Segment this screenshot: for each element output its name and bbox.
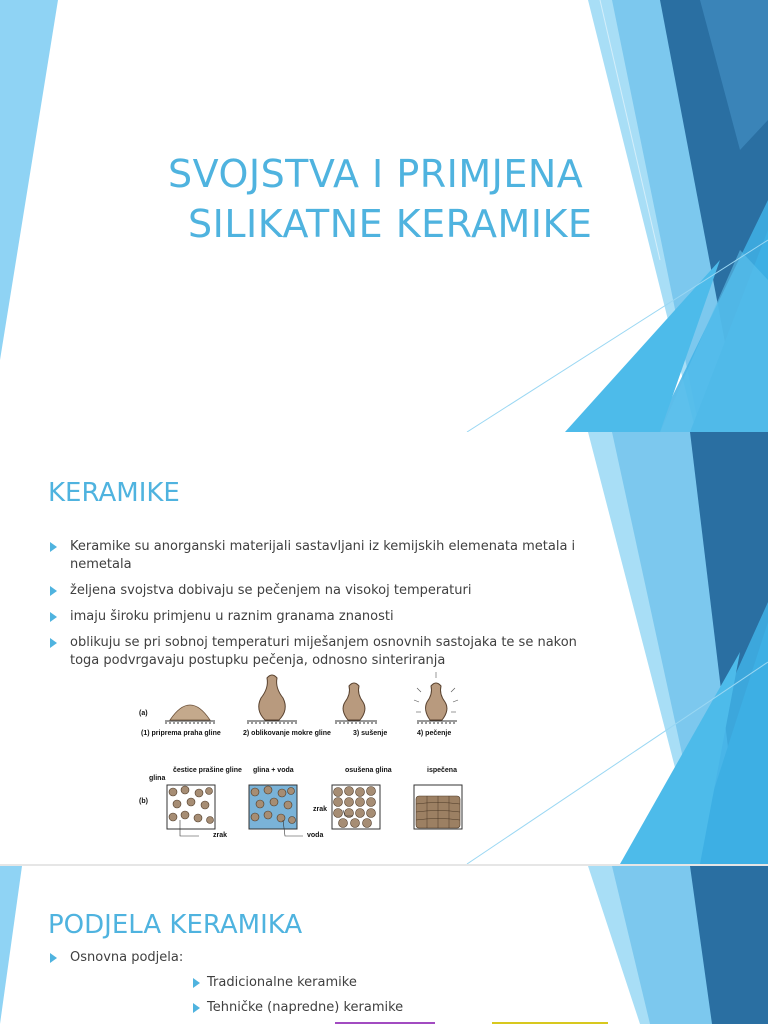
heading-podjela: PODJELA KERAMIKA — [48, 910, 303, 940]
bullet-arrow-icon — [50, 586, 57, 596]
bullet-text: Osnovna podjela: — [70, 950, 184, 965]
state-label: glina + voda — [253, 767, 294, 774]
bullet-arrow-icon — [50, 638, 57, 648]
bullet-arrow-icon — [193, 1003, 200, 1013]
ceramic-process-diagram — [135, 670, 480, 850]
bullet-item — [48, 538, 588, 574]
bullet-item — [48, 634, 588, 670]
bullet-text: željena svojstva dobivaju se pečenjem na visokoj temperaturi — [70, 583, 472, 598]
bullet-item — [48, 949, 588, 967]
bullet-list-podjela — [48, 949, 588, 975]
bullet-item — [48, 582, 588, 600]
sub-bullet-text: Tradicionalne keramike — [207, 975, 357, 990]
process-illustration — [135, 670, 480, 850]
slide-title — [0, 0, 768, 432]
step-label: 3) sušenje — [353, 730, 388, 737]
bullet-text: Keramike su anorganski materijali sastavljani iz kemijskih elemenata metala i nemetala — [70, 539, 576, 572]
title-line-1: SVOJSTVA I PRIMJENA — [168, 152, 584, 196]
state-label: ispečena — [427, 767, 457, 774]
pointer-label: zrak — [213, 832, 228, 839]
bullet-arrow-icon — [50, 542, 57, 552]
pointer-label: voda — [307, 832, 324, 839]
row-b-label: (b) — [139, 798, 148, 805]
bullet-text: imaju široku primjenu u raznim granama znanosti — [70, 609, 394, 624]
title-line-2: SILIKATNE KERAMIKE — [188, 202, 593, 246]
bullet-arrow-icon — [50, 953, 57, 963]
pointer-label: zrak — [313, 806, 328, 813]
state-label: čestice prašine gline — [173, 767, 242, 774]
sub-bullet-item — [193, 999, 403, 1017]
state-label: osušena glina — [345, 767, 392, 774]
bullet-list-keramike — [48, 538, 588, 678]
sub-bullet-text: Tehničke (napredne) keramike — [207, 1000, 404, 1015]
bullet-text: oblikuju se pri sobnoj temperaturi miješanjem osnovnih sastojaka te se nakon toga podvrgavaju postupku pečenja, odnosno sinteriranja — [70, 635, 577, 668]
bullet-item — [48, 608, 588, 626]
step-label: 2) oblikovanje mokre gline — [243, 730, 331, 737]
state-label: glina — [149, 775, 166, 782]
step-label: 4) pečenje — [417, 730, 452, 737]
bullet-arrow-icon — [50, 612, 57, 622]
step-label: (1) priprema praha gline — [141, 730, 221, 737]
row-a-label: (a) — [139, 710, 148, 717]
heading-keramike: KERAMIKE — [48, 478, 180, 508]
sub-bullet-item — [193, 974, 357, 992]
bullet-arrow-icon — [193, 978, 200, 988]
